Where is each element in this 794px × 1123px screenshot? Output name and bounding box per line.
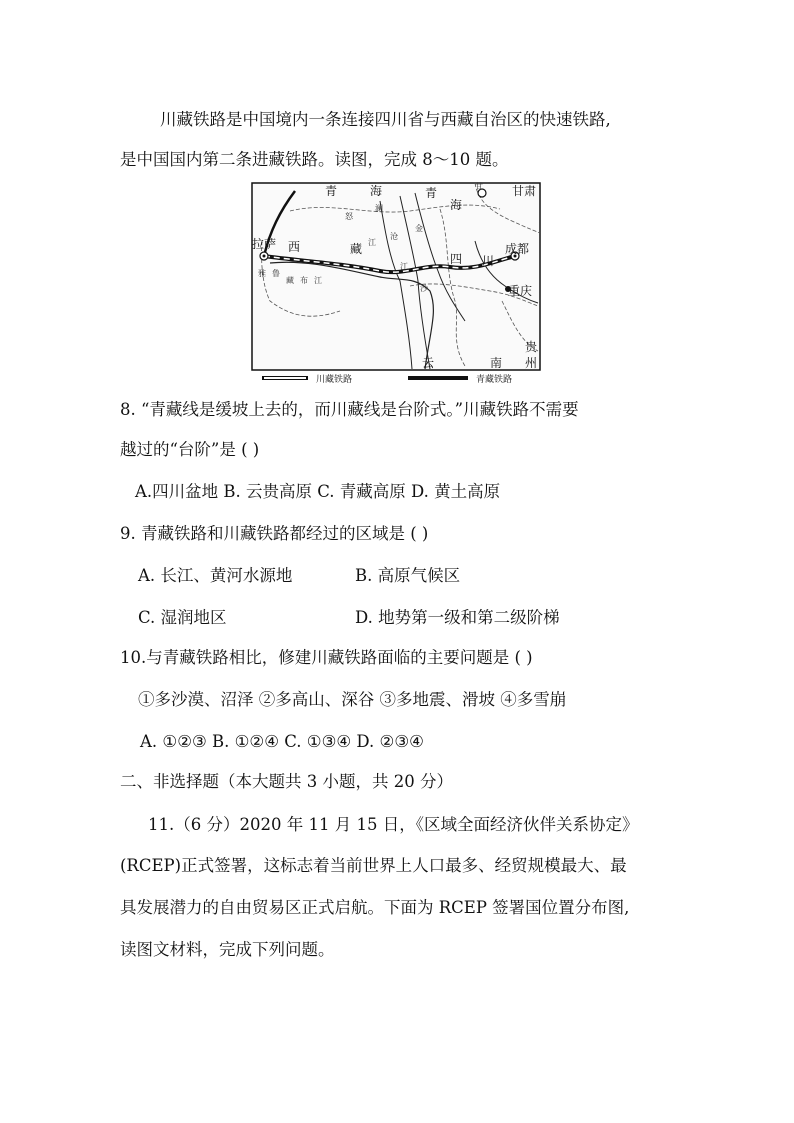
q8-line-2: 越过的“台阶”是 ( )	[120, 440, 260, 459]
railway-map	[250, 181, 542, 391]
label-chuan: 川	[482, 254, 495, 268]
label-xi: 西	[288, 240, 301, 254]
q8-options: A.四川盆地 B. 云贵高原 C. 青藏高原 D. 黄土高原	[135, 482, 501, 501]
legend-chuanzang-swatch-inner	[264, 377, 306, 379]
label-zhou: 州	[525, 356, 538, 370]
intro-line-2: 是中国国内第二条进藏铁路。读图，完成 8～10 题。	[120, 150, 509, 169]
section-2-heading: 二、非选择题（本大题共 3 小题，共 20 分）	[120, 772, 453, 791]
q10-line-1: 10.与青藏铁路相比，修建川藏铁路面临的主要问题是 ( )	[120, 648, 533, 667]
label-gan: 甘	[475, 182, 483, 191]
map-frame	[252, 183, 540, 370]
railway-map-svg	[250, 181, 542, 391]
label-zang: 藏	[350, 242, 363, 256]
legend-qingzang-label: 青藏铁路	[476, 375, 513, 385]
label-chengdu: 成都	[505, 242, 530, 256]
legend-chuanzang-label: 川藏铁路	[316, 375, 353, 385]
q11-line-2: (RCEP)正式签署，这标志着当前世界上人口最多、经贸规模最大、最	[120, 856, 627, 875]
intro-line-1: 川藏铁路是中国境内一条连接四川省与西藏自治区的快速铁路,	[160, 110, 611, 129]
q11-line-1: 11.（6 分）2020 年 11 月 15 日，《区域全面经济伙伴关系协定》	[148, 815, 639, 834]
q11-line-3: 具发展潜力的自由贸易区正式启航。下面为 RCEP 签署国位置分布图,	[120, 898, 630, 917]
legend-qingzang-swatch	[408, 376, 468, 380]
q9-line-1: 9. 青藏铁路和川藏铁路都经过的区域是 ( )	[120, 524, 429, 543]
label-hai2: 海	[450, 198, 463, 212]
label-yarlung-2: 鲁	[272, 269, 280, 278]
q10-items: ①多沙漠、沼泽 ②多高山、深谷 ③多地震、滑坡 ④多雪崩	[138, 690, 567, 709]
q9-option-c: C. 湿润地区	[138, 608, 227, 627]
label-hai: 海	[370, 184, 383, 198]
q9-option-b: B. 高原气候区	[355, 566, 461, 585]
label-yarlung-3: 藏	[286, 276, 294, 285]
q10-options: A. ①②③ B. ①②④ C. ①③④ D. ②③④	[140, 732, 424, 751]
label-yarlung-4: 布	[300, 276, 308, 285]
label-gansu: 甘肃	[512, 184, 537, 198]
label-sha: 沙	[420, 284, 428, 293]
q9-option-a: A. 长江、黄河水源地	[138, 566, 293, 585]
label-qing: 青	[325, 184, 338, 198]
label-nu: 怒	[345, 212, 353, 221]
label-yun: 云	[422, 356, 435, 370]
label-lasa: 拉萨	[252, 237, 277, 251]
q11-line-4: 读图文材料，完成下列问题。	[120, 940, 335, 959]
label-cang: 沧	[390, 232, 398, 241]
label-jin: 金	[415, 224, 423, 233]
q8-line-1: 8. “青藏线是缓坡上去的，而川藏线是台阶式。”川藏铁路不需要	[120, 400, 579, 419]
label-jiang: 江	[368, 238, 376, 247]
city-lhasa-dot	[263, 255, 266, 258]
label-chongqing: 重庆	[508, 284, 533, 298]
label-lan: 澜	[375, 204, 383, 213]
label-nan: 南	[490, 356, 503, 370]
label-qing2: 青	[425, 186, 438, 200]
label-yarlung-1: 雅	[258, 269, 266, 278]
label-jiang2: 江	[400, 262, 408, 271]
q9-option-d: D. 地势第一级和第二级阶梯	[355, 608, 560, 627]
label-gui: 贵	[525, 340, 538, 354]
label-si: 四	[450, 252, 463, 266]
label-yarlung-5: 江	[314, 276, 322, 285]
